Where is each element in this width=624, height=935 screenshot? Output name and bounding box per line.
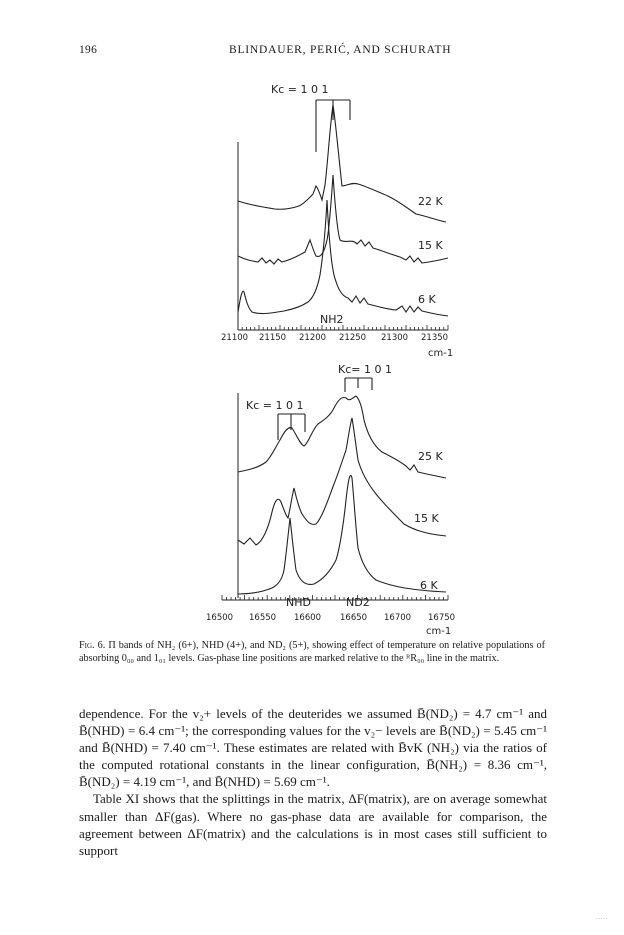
paragraph-1: dependence. For the v₂+ levels of the deuterides we assumed B̄(ND₂) = 4.7 cm⁻¹ and B̄(NHD) = 6.4 cm⁻¹; the corresponding values for the v₂− levels are B̄(ND₂) = 5.45 cm⁻¹ and B̄(NHD) = 7.40 cm⁻¹. These estimates are related with B̄vK (NH₂) via the ratios of the computed rotational constants in the linear configuration, B̄(NH₂) = 8.36 cm⁻¹, B̄(ND₂) = 4.19 cm⁻¹, and B̄(NHD) = 5.69 cm⁻¹.: [79, 706, 547, 790]
trace-15k-b: [238, 418, 446, 545]
x-tick-label: 16600: [294, 613, 322, 623]
x-axis-ticks-top: [238, 325, 448, 330]
x-unit-bottom: cm-1: [426, 626, 452, 637]
page-number: 196: [79, 44, 98, 56]
x-tick-label: 16650: [340, 613, 368, 623]
trace-15k: [238, 175, 448, 264]
x-tick-label: 21150: [259, 333, 287, 343]
body-text: [79, 705, 547, 859]
trace-22k: [238, 105, 446, 222]
trace-label-22k: 22 K: [418, 195, 443, 208]
x-tick-label: 16750: [428, 613, 456, 623]
kc-label-right: Kc= 1 0 1: [338, 363, 392, 376]
x-tick-labels-bottom: [206, 613, 455, 623]
x-tick-label: 16550: [249, 613, 277, 623]
species-label-nhd: NHD: [286, 596, 311, 609]
x-unit-top: cm-1: [428, 348, 454, 359]
species-label-nd2: ND2: [346, 596, 370, 609]
trace-6k: [238, 200, 448, 316]
trace-6k-b: [238, 475, 446, 594]
trace-label-6k: 6 K: [418, 293, 436, 306]
running-head: BLINDAUER, PERIĆ, AND SCHURATH: [229, 44, 452, 56]
x-tick-label: 16700: [384, 613, 412, 623]
x-tick-label: 21250: [339, 333, 367, 343]
kc-label-left: Kc = 1 0 1: [246, 399, 304, 412]
kc-label-top: Kc = 1 0 1: [271, 83, 329, 96]
x-tick-label: 21350: [421, 333, 449, 343]
panel-nhd-nd2: [206, 363, 455, 637]
figure-caption-label: Fig. 6.: [79, 640, 106, 651]
paragraph-2: Table XI shows that the splittings in the matrix, ΔF(matrix), are on average somewhat smaller than ΔF(gas). Where no gas-phase data are available for comparison, the agreement between ΔF(matrix) and the calculations is in most cases still sufficient to support: [79, 791, 547, 858]
x-tick-labels-top: [221, 333, 448, 343]
x-tick-label: 16500: [206, 613, 234, 623]
figure-caption: [79, 639, 545, 666]
corner-mark: .....: [595, 912, 608, 921]
trace-label-25k: 25 K: [418, 450, 443, 463]
trace-label-6k-b: 6 K: [420, 579, 438, 592]
x-axis-ticks-bottom: [222, 595, 448, 600]
trace-label-15k-b: 15 K: [414, 512, 439, 525]
species-label-nh2: NH2: [320, 313, 344, 326]
x-tick-label: 21300: [381, 333, 409, 343]
figure-caption-text: Π bands of NH₂ (6+), NHD (4+), and ND₂ (5+), showing effect of temperature on relative populations of absorbing 0₀₀ and 1₀₁ levels. Gas-phase line positions are marked relative to the ᴿR₀₀ line in the matrix.: [79, 640, 545, 665]
kc-marker-right: [345, 378, 372, 392]
x-tick-label: 21200: [299, 333, 327, 343]
trace-label-15k: 15 K: [418, 239, 443, 252]
x-tick-label: 21100: [221, 333, 249, 343]
panel-nh2: [221, 83, 453, 359]
